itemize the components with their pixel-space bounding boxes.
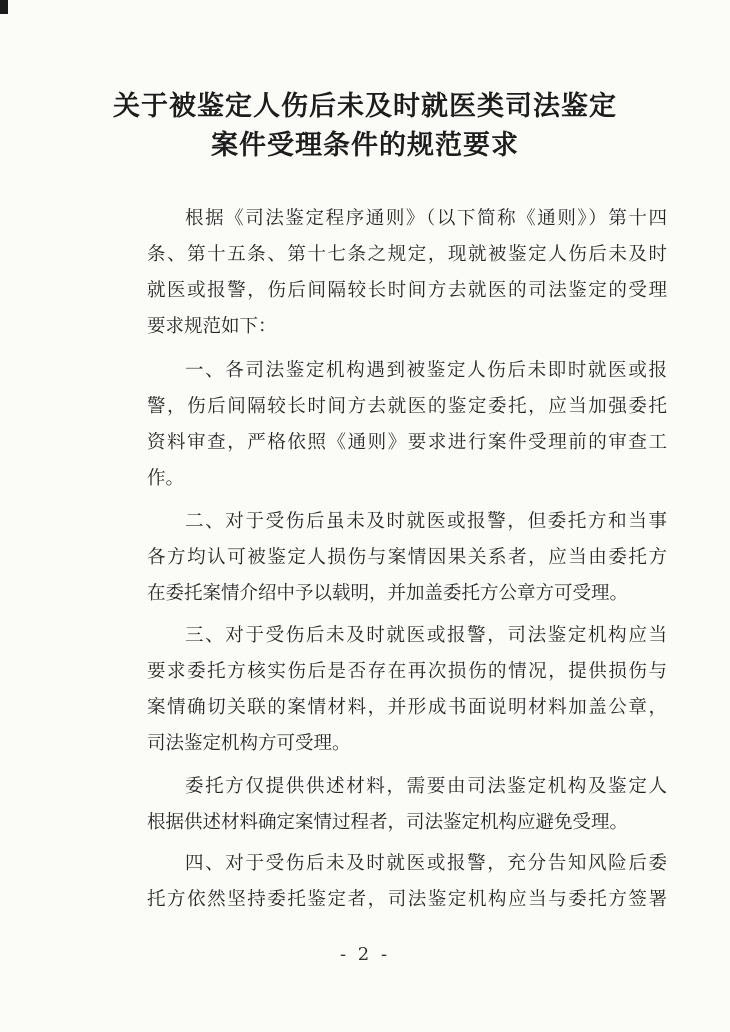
page-number: - 2 - <box>339 944 391 965</box>
paragraph-line: 条、第十五条、第十七条之规定，现就被鉴定人伤后未及时 <box>147 244 667 265</box>
paragraph-line: 根据《司法鉴定程序通则》（以下简称《通则》）第十四 <box>185 208 667 229</box>
paragraph-line: 作。 <box>147 468 185 489</box>
paragraph-line: 警，伤后间隔较长时间方去就医的鉴定委托，应当加强委托 <box>147 396 667 417</box>
title-line-2: 案件受理条件的规范要求 <box>211 130 519 161</box>
paragraph-line: 委托方仅提供供述材料，需要由司法鉴定机构及鉴定人 <box>185 776 667 797</box>
paragraph-line: 一、各司法鉴定机构遇到被鉴定人伤后未即时就医或报 <box>185 360 667 381</box>
paragraph-line: 根据供述材料确定案情过程者，司法鉴定机构应避免受理。 <box>147 812 629 833</box>
paragraph-line: 要求委托方核实伤后是否存在再次损伤的情况，提供损伤与 <box>147 661 667 682</box>
paragraph-line: 在委托案情介绍中予以载明，并加盖委托方公章方可受理。 <box>147 583 629 604</box>
paragraph-line: 司法鉴定机构方可受理。 <box>147 733 351 754</box>
paragraph-line: 四、对于受伤后未及时就医或报警，充分告知风险后委 <box>185 853 667 874</box>
paragraph-line: 托方依然坚持委托鉴定者，司法鉴定机构应当与委托方签署 <box>147 889 667 910</box>
paragraph-line: 二、对于受伤后虽未及时就医或报警，但委托方和当事 <box>185 511 667 532</box>
paragraph-line: 就医或报警，伤后间隔较长时间方去就医的司法鉴定的受理 <box>147 280 667 301</box>
paragraph-2 <box>147 353 667 497</box>
paragraph-4 <box>147 618 667 762</box>
title-line-1: 关于被鉴定人伤后未及时就医类司法鉴定 <box>113 91 617 122</box>
paragraph-1 <box>147 201 667 345</box>
paragraph-line: 三、对于受伤后未及时就医或报警，司法鉴定机构应当 <box>185 625 667 646</box>
paragraph-3 <box>147 504 667 612</box>
paragraph-6 <box>147 846 667 918</box>
paragraph-line: 要求规范如下： <box>147 316 277 337</box>
paragraph-line: 资料审查，严格依照《通则》要求进行案件受理前的审查工 <box>147 432 667 453</box>
scan-corner-mark <box>0 0 8 14</box>
paragraph-5 <box>147 769 667 841</box>
paragraph-line: 案情确切关联的案情材料，并形成书面说明材料加盖公章， <box>147 697 667 718</box>
paragraph-line: 各方均认可被鉴定人损伤与案情因果关系者，应当由委托方 <box>147 547 667 568</box>
